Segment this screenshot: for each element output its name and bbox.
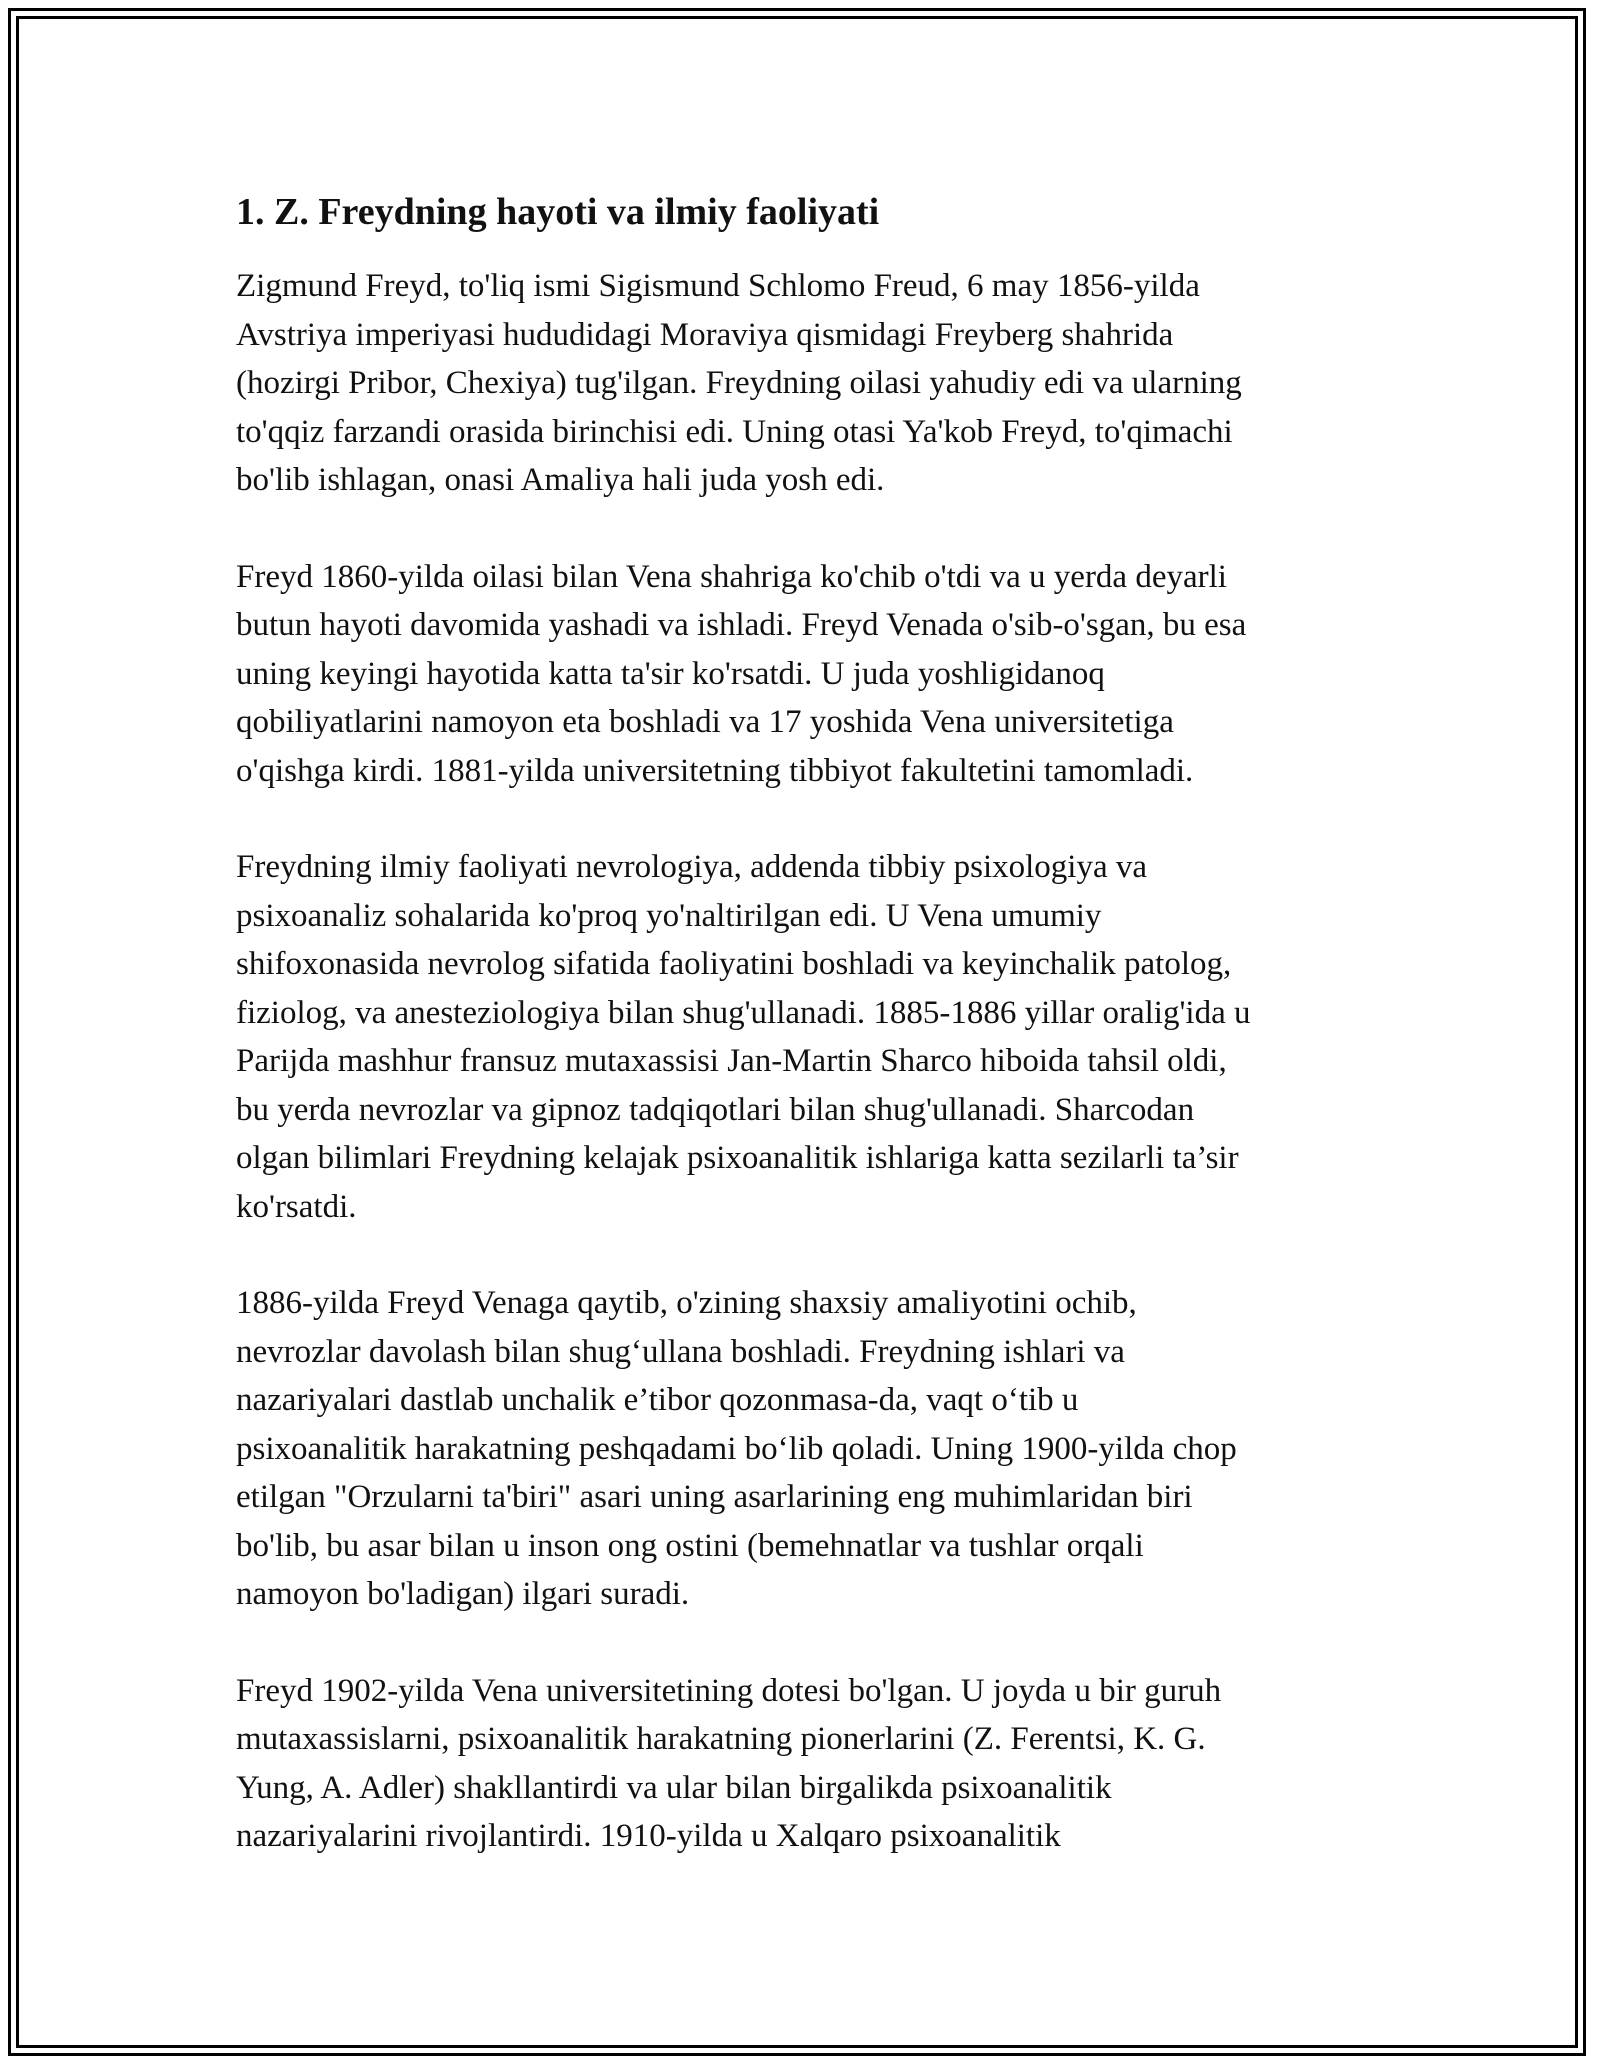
text-line: nevrozlar davolash bilan shug‘ullana boshladi. Freydning ishlari va [236,1333,1125,1370]
text-line: Zigmund Freyd, to'liq ismi Sigismund Schlomo Freud, 6 may 1856-yilda [236,268,1200,304]
text-line: butun hayoti davomida yashadi va ishladi. Freyd Venada o'sib-o'sgan, bu esa [236,607,1247,643]
text-line: Parijda mashhur fransuz mutaxassisi Jan-Martin Sharco hiboida tahsil oldi, [236,1043,1227,1079]
text-line: psixoanaliz sohalarida ko'proq yo'naltirilgan edi. U Vena umumiy [236,897,1102,934]
text-line: bu yerda nevrozlar va gipnoz tadqiqotlari bilan shug'ullanadi. Sharcodan [236,1091,1195,1128]
text-line: fiziolog, va anesteziologiya bilan shug'ullanadi. 1885-1886 yillar oralig'ida u [236,994,1251,1031]
text-line: qobiliyatlarini namoyon eta boshladi va 17 yoshida Vena universitetiga [236,704,1174,740]
text-line: 1886-yilda Freyd Venaga qaytib, o'zining shaxsiy amaliyotini ochib, [236,1285,1137,1321]
paragraph [236,843,1386,1231]
paragraph [236,1279,1386,1619]
text-line: psixoanalitik harakatning peshqadami bo‘lib qoladi. Uning 1900-yilda chop [236,1430,1237,1467]
section-heading: 1. Z. Freydning hayoti va ilmiy faoliyati [236,191,880,233]
text-line: to'qqiz farzandi orasida birinchisi edi. Uning otasi Ya'kob Freyd, to'qimachi [236,413,1233,450]
paragraph [236,553,1386,796]
text-line: (hozirgi Pribor, Chexiya) tug'ilgan. Freydning oilasi yahudiy edi va ularning [236,365,1242,401]
text-line: bo'lib ishlagan, onasi Amaliya hali juda yosh edi. [236,462,885,498]
text-line: Avstriya imperiyasi hududidagi Moraviya qismidagi Freyberg shahrida [236,316,1174,353]
text-line: etilgan "Orzularni ta'biri" asari uning asarlarining eng muhimlaridan biri [236,1479,1193,1515]
document-body [236,186,1386,1909]
paragraph-container [236,262,1386,1861]
paragraph [236,1667,1386,1861]
text-line: bo'lib, bu asar bilan u inson ong ostini (bemehnatlar va tushlar orqali [236,1527,1144,1564]
text-line: nazariyalari dastlab unchalik e’tibor qozonmasa-da, vaqt o‘tib u [236,1382,1079,1418]
paragraph [236,262,1386,505]
text-line: o'qishga kirdi. 1881-yilda universitetning tibbiyot fakultetini tamomladi. [236,752,1194,789]
text-line: namoyon bo'ladigan) ilgari suradi. [236,1576,690,1612]
text-line: mutaxassislarni, psixoanalitik harakatning pionerlarini (Z. Ferentsi, K. G. [236,1721,1206,1757]
text-line: shifoxonasida nevrolog sifatida faoliyatini boshladi va keyinchalik patolog, [236,946,1232,982]
text-line: Freyd 1860-yilda oilasi bilan Vena shahriga ko'chib o'tdi va u yerda deyarli [236,558,1227,595]
text-line: nazariyalarini rivojlantirdi. 1910-yilda u Xalqaro psixoanalitik [236,1818,1061,1854]
text-line: ko'rsatdi. [236,1188,357,1225]
text-line: Freydning ilmiy faoliyati nevrologiya, addenda tibbiy psixologiya va [236,849,1147,885]
text-line: olgan bilimlari Freydning kelajak psixoanalitik ishlariga katta sezilarli ta’sir [236,1140,1239,1176]
text-line: Freyd 1902-yilda Vena universitetining dotesi bo'lgan. U joyda u bir guruh [236,1672,1222,1709]
text-line: uning keyingi hayotida katta ta'sir ko'rsatdi. U juda yoshligidanoq [236,655,1105,692]
text-line: Yung, A. Adler) shakllantirdi va ular bilan birgalikda psixoanalitik [236,1769,1112,1806]
